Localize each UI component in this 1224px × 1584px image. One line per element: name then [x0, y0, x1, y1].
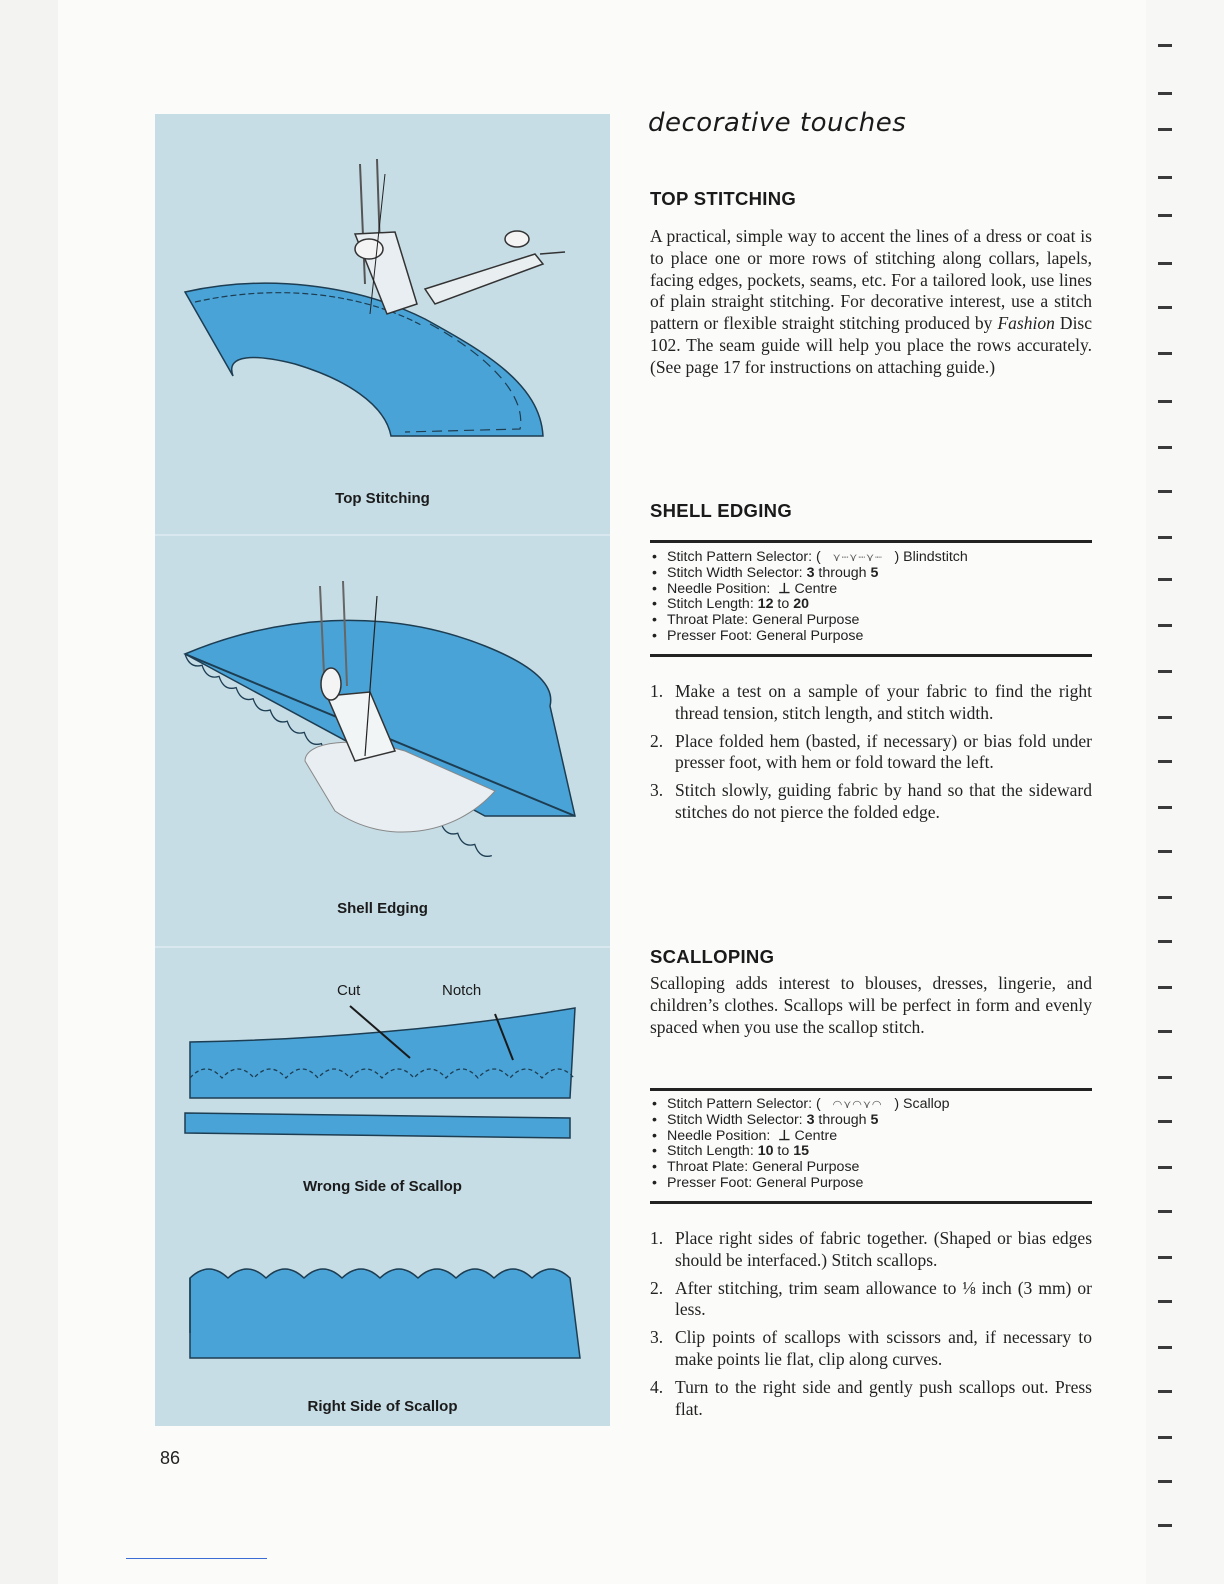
- needle-position-icon: ⊥: [778, 1127, 791, 1144]
- step-item: 1. Place right sides of fabric together. (Shaped or bias edges should be interfaced.) Stitch scallops.: [650, 1228, 1092, 1270]
- scalloping-heading: SCALLOPING: [650, 946, 775, 967]
- footer-rule: [126, 1558, 267, 1559]
- spec-presser-foot: • Presser Foot: General Purpose: [652, 629, 1092, 645]
- spec-rule-top: [650, 1088, 1092, 1091]
- top-stitching-illustration: [155, 114, 610, 534]
- spec-pattern: • Stitch Pattern Selector: ( ⋎┈⋎┈⋎┈ ) Blindstitch: [652, 550, 1092, 566]
- figure-caption: Wrong Side of Scallop: [303, 1178, 462, 1195]
- top-stitching-heading: TOP STITCHING: [650, 188, 797, 209]
- spec-rule-bottom: [650, 654, 1092, 657]
- spec-rule-top: [650, 540, 1092, 543]
- figure-caption: Right Side of Scallop: [307, 1398, 458, 1415]
- spec-presser-foot: • Presser Foot: General Purpose: [652, 1176, 1092, 1192]
- spec-length: • Stitch Length: 12 to 20: [652, 597, 1092, 613]
- spec-length: • Stitch Length: 10 to 15: [652, 1144, 1092, 1160]
- scalloping-steps: [650, 1228, 1092, 1426]
- cut-label: Cut: [337, 982, 361, 999]
- figure-caption: Top Stitching: [335, 490, 430, 507]
- spec-needle: • Needle Position: ⊥ Centre: [652, 582, 1092, 598]
- spec-pattern: • Stitch Pattern Selector: ( ◠⋎◠⋎◠ ) Scallop: [652, 1097, 1092, 1113]
- spec-width: • Stitch Width Selector: 3 through 5: [652, 1113, 1092, 1129]
- top-stitching-paragraph: A practical, simple way to accent the lines of a dress or coat is to place one or more rows of stitching along collars, lapels, facing edges, pockets, seams, etc. For a tailored look, use lines of plain straight stitching. For decorative interest, use a stitch pattern or flexible straight stitching produced by Fashion Disc 102. The seam guide will help you place the rows accurately. (See page 17 for instructions on attaching guide.): [650, 226, 1093, 377]
- spec-rule-bottom: [650, 1201, 1092, 1204]
- scalloping-settings: [652, 1097, 1092, 1192]
- spec-width: • Stitch Width Selector: 3 through 5: [652, 566, 1092, 582]
- page-title: decorative touches: [648, 108, 907, 138]
- scalloping-paragraph: Scalloping adds interest to blouses, dresses, lingerie, and children’s clothes. Scallops will be perfect in form and evenly spaced when you use the scallop stitch.: [650, 973, 1092, 1037]
- spec-throat-plate: • Throat Plate: General Purpose: [652, 1160, 1092, 1176]
- right-side-scallop-illustration: [155, 1218, 610, 1426]
- step-item: 2. After stitching, trim seam allowance to ⅛ inch (3 mm) or less.: [650, 1277, 1092, 1320]
- step-item: 1. Make a test on a sample of your fabric to find the right thread tension, stitch length, and stitch width.: [650, 681, 1092, 723]
- spiral-binding: [1146, 0, 1224, 1584]
- wrong-side-scallop-illustration: [155, 948, 610, 1218]
- illustration-panel: [155, 114, 610, 1426]
- step-item: 4. Turn to the right side and gently push scallops out. Press flat.: [650, 1376, 1092, 1419]
- shell-edging-heading: SHELL EDGING: [650, 500, 793, 521]
- step-item: 3. Stitch slowly, guiding fabric by hand so that the sideward stitches do not pierce the folded edge.: [650, 780, 1092, 822]
- shell-edging-illustration: [155, 536, 610, 946]
- step-item: 2. Place folded hem (basted, if necessary) or bias fold under presser foot, with hem or fold toward the left.: [650, 730, 1092, 773]
- needle-position-icon: ⊥: [778, 580, 791, 597]
- spec-throat-plate: • Throat Plate: General Purpose: [652, 613, 1092, 629]
- shell-edging-steps: [650, 681, 1092, 830]
- notch-label: Notch: [442, 982, 482, 999]
- shell-edging-settings: [652, 550, 1092, 645]
- figure-caption: Shell Edging: [337, 900, 428, 917]
- step-item: 3. Clip points of scallops with scissors and, if necessary to make points lie flat, clip along curves.: [650, 1327, 1092, 1369]
- fashion-disc-name: Fashion: [997, 313, 1055, 334]
- page-number: 86: [160, 1448, 181, 1468]
- spec-needle: • Needle Position: ⊥ Centre: [652, 1129, 1092, 1145]
